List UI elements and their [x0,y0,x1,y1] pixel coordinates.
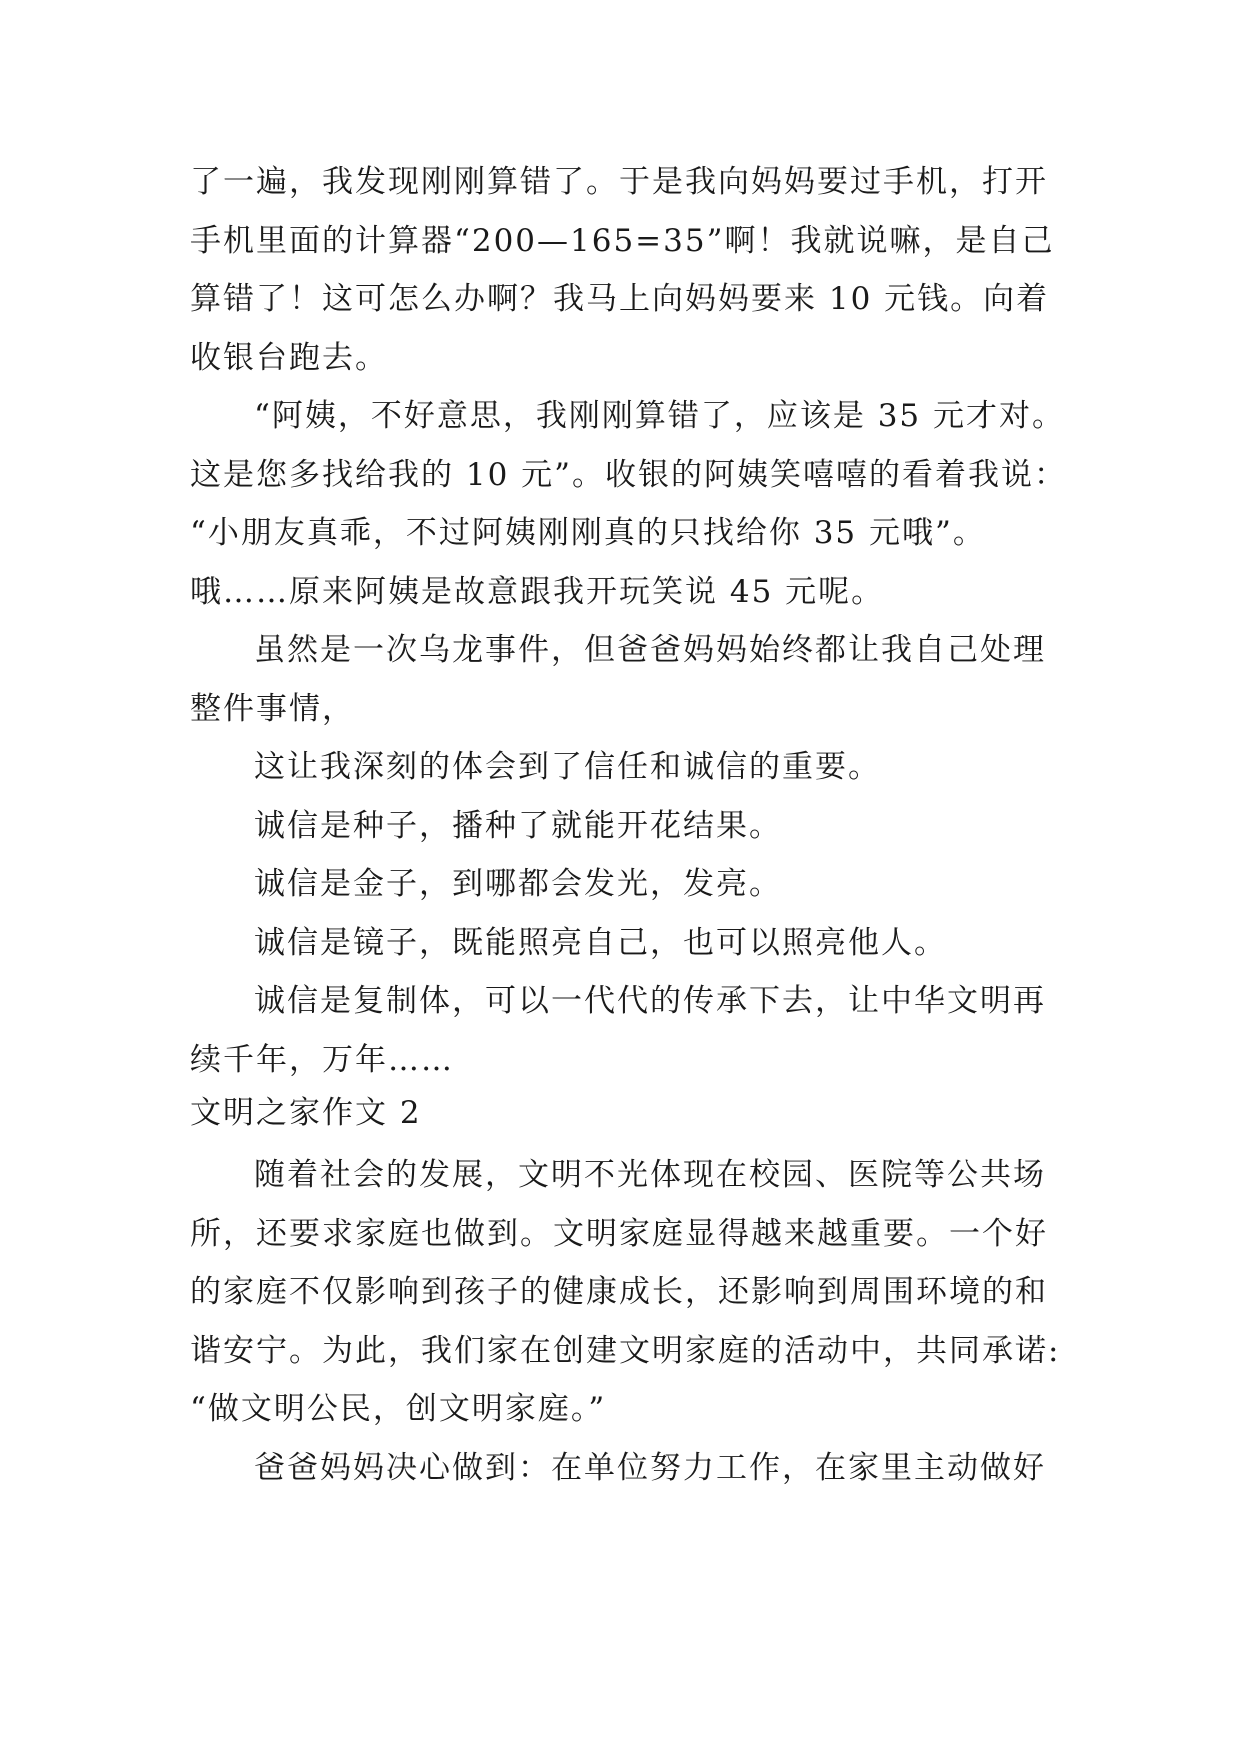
paragraph [190,972,1060,1089]
text-line: 诚信是复制体，可以一代代的传承下去，让中华文明再 [254,983,1046,1019]
paragraph [190,914,1060,973]
paragraph [190,621,1060,738]
text-line: 了一遍，我发现刚刚算错了。于是我向妈妈要过手机，打开 [190,164,1048,200]
text-line: 诚信是镜子，既能照亮自己，也可以照亮他人。 [254,924,947,961]
text-line: 这是您多找给我的 10 元”。收银的阿姨笑嘻嘻的看着我说： [190,456,1067,493]
text-line: 爸爸妈妈决心做到：在单位努力工作，在家里主动做好 [254,1449,1046,1486]
text-line: “小朋友真乖，不过阿姨刚刚真的只找给你 35 元哦”。 [190,515,986,551]
text-line: 整件事情， [190,690,355,727]
text-line: 哦……原来阿姨是故意跟我开玩笑说 45 元呢。 [190,573,885,610]
essay-section-2 [190,1146,1060,1497]
essay-section-1 [190,153,1067,1089]
paragraph [190,1439,1060,1498]
text-line: 所，还要求家庭也做到。文明家庭显得越来越重要。一个好 [190,1215,1048,1252]
text-line: 虽然是一次乌龙事件，但爸爸妈妈始终都让我自己处理 [254,632,1046,668]
text-line: 谐安宁。为此，我们家在创建文明家庭的活动中，共同承诺: [190,1332,1061,1369]
paragraph [190,153,1060,387]
essay-title: 文明之家作文 2 [190,1095,422,1131]
text-line: “做文明公民，创文明家庭。” [190,1391,607,1427]
text-line: 的家庭不仅影响到孩子的健康成长，还影响到周围环境的和 [190,1274,1048,1310]
paragraph [190,387,1067,621]
text-line: 手机里面的计算器“200—165=35”啊！我就说嘛，是自己 [190,222,1055,259]
text-line: 随着社会的发展，文明不光体现在校园、医院等公共场 [254,1157,1046,1193]
text-line: 诚信是种子，播种了就能开花结果。 [254,807,782,844]
paragraph [190,738,1060,797]
text-line: 这让我深刻的体会到了信任和诚信的重要。 [254,749,881,785]
paragraph [190,855,1060,914]
text-line: “阿姨，不好意思，我刚刚算错了，应该是 35 元才对。 [254,398,1066,434]
paragraph [190,797,1060,856]
text-line: 收银台跑去。 [190,339,388,376]
paragraph [190,1146,1060,1439]
text-line: 诚信是金子，到哪都会发光，发亮。 [254,866,782,902]
text-line: 算错了！这可怎么办啊？我马上向妈妈要来 10 元钱。向着 [190,281,1050,317]
text-line: 续千年，万年…… [190,1041,454,1078]
